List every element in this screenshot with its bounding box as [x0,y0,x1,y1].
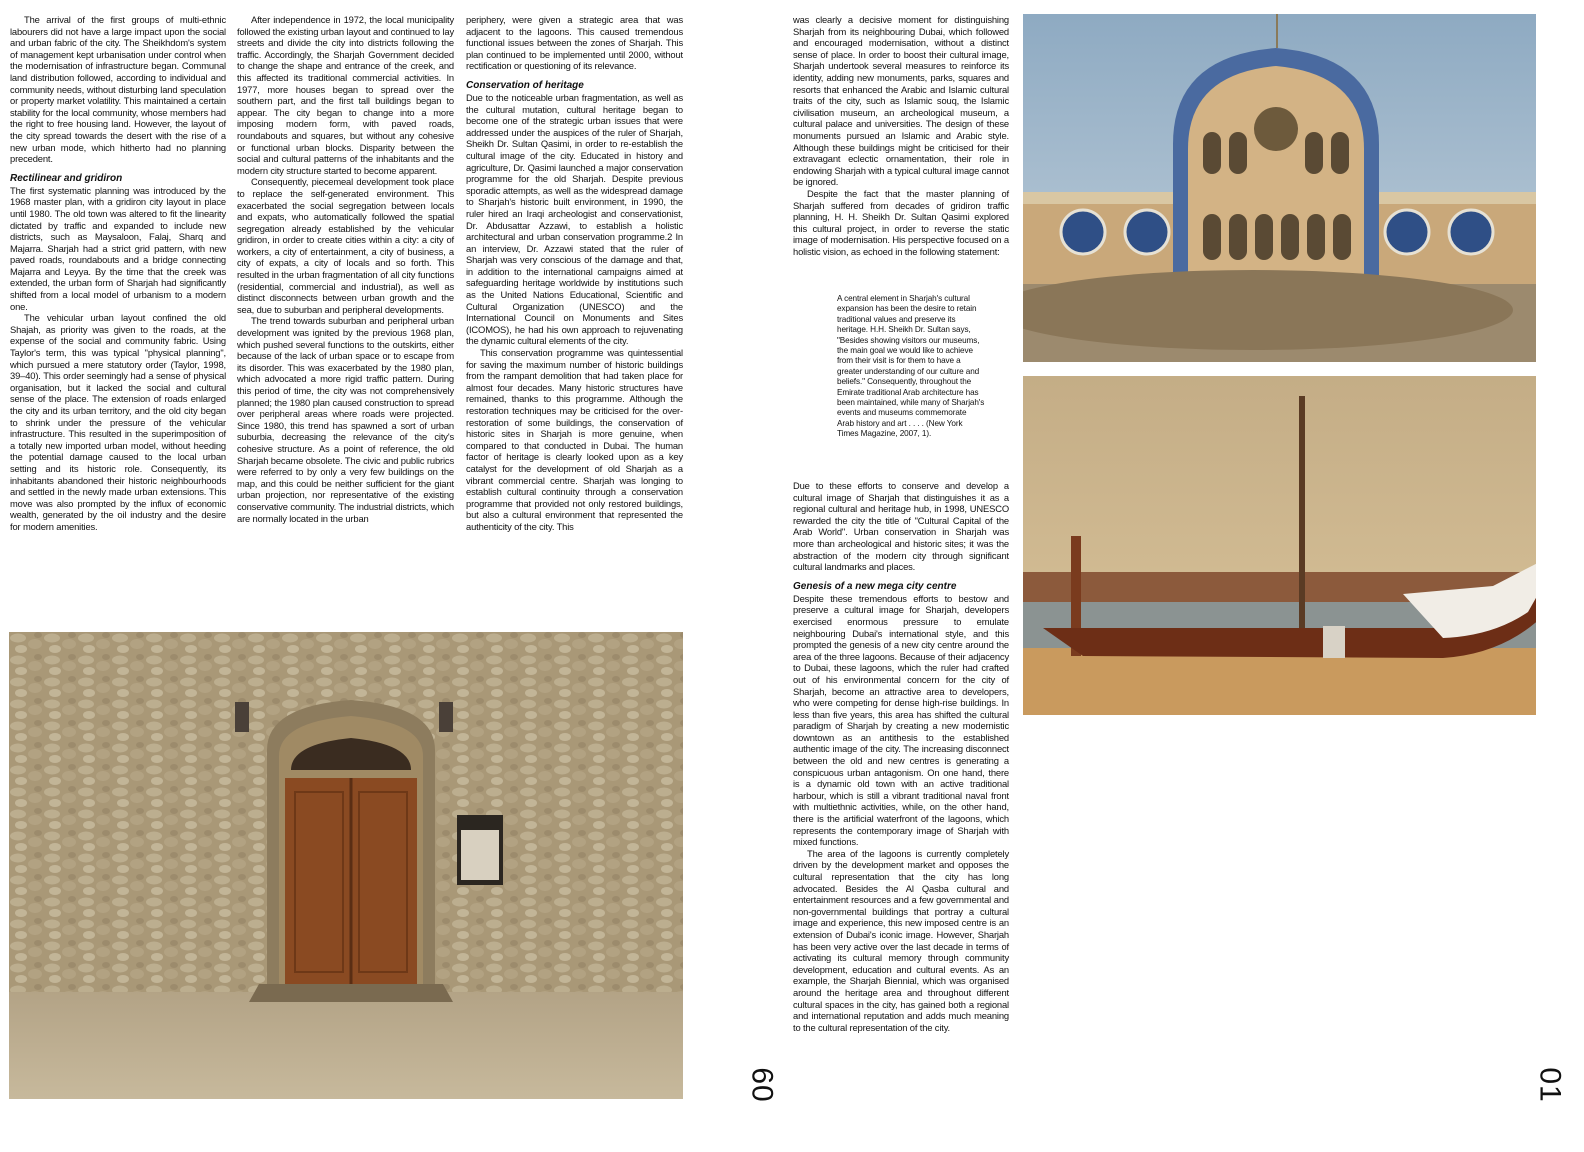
text-column-2 [237,14,454,524]
paragraph: This conservation programme was quintessential for saving the maximum number of historic buildings from the rampant demolition that had taken place for almost four decades. Many historic structures have remained, thanks to this programme. Although the restoration techniques may be criticised for the over-restoration of some buildings, the conservation of historic sites in Sharjah is more genuine, when compared to that conducted in Dubai. The human factor of heritage is clearly looked upon as a key catalyst for the development of old Sharjah as a vibrant commercial centre. Sharjah was longing to establish cultural continuity through a conservation programme that provided not only restored buildings, but also a cultural environment that represented the authenticity of the city. This [466,347,683,532]
paragraph: The area of the lagoons is currently completely driven by the development market and opposes the cultural representation that the city has long advocated. Besides the Al Qasba cultural and entertainment resources and a few governmental and non-governmental buildings that portray a cultural image and experience, this new imposed centre is an extension of Dubai's iconic image. However, Sharjah has been very active over the last decade in terms of activating its cultural memory through community development, education and cultural events. As an example, the Sharjah Biennial, which was organised around the heritage area and throughout different cultural spaces in the city, has gained both a regional and international reputation and adds much meaning to the cultural representation of the city. [793,847,1009,1033]
paragraph: After independence in 1972, the local municipality followed the existing urban layout and continued to lay streets and divide the city into districts following the traffic. Accordingly, the Sharjah Government decided to change the shape and entrance of the creek, and this affected its traditional commercial activities. In 1977, more houses began to spread over the southern part, and the first tall buildings began to appear. The city began to change into a more imposing modern form, with paved roads, roundabouts and squares, but without any cohesive or functional urban blocks. Disparity between the social and cultural patterns of the inhabitants and the modern city structure started to become apparent. [237,14,454,176]
page-number-right: 01 [1533,1067,1567,1103]
paragraph: Despite these tremendous efforts to bestow and preserve a cultural image for Sharjah, developers exercised enormous pressure to emulate neighbouring Dubai's international style, and this prompted the genesis of a new city centre around the area of the three lagoons. Because of their adjacency to Dubai, these lagoons, which the ruler had crafted out of his environmental concern for the city of Sharjah, become an attractive area to developers, who were competing for dense high-rise buildings. In less than five years, this area has shifted the cultural paradigm of Sharjah by creating a new modernistic downtown as an antithesis to the established authentic image of the city. The increasing disconnect between the old and new centres is generating a conspicuous urban antagonism. On one hand, there is a dynamic old town with an active traditional harbour, which is still a vibrant traditional naval front with multiethnic activities, while, on the other hand, there is the artificial waterfront of the lagoons, which represents the contemporary image of Sharjah with mixed functions. [793,592,1009,848]
paragraph: The trend towards suburban and peripheral urban development was ignited by the previous 1968 plan, which pushed several functions to the outskirts, either because of the lack of urban space or to escape from its disorder. This was exacerbated by the 1980 plan, which advocated a more rigid traffic pattern. During this period of time, the city was not comprehensively planned; the 1980 plan caused construction to spread over peripheral areas where roads were projected. Since 1980, this trend has spawned a sort of urban suburbia, decreasing the relevance of the city's cohesive structure. As a point of reference, the old Sharjah became obsolete. The civic and public rubrics were referred to by only a very few buildings on the map, and this could be neither sufficient for the giant urban projection, nor representative of the existing conservative community. The industrial districts, which are normally located in the urban [237,315,454,524]
page-number-left: 60 [745,1067,779,1103]
photo-heritage-door [9,632,683,1099]
text-column-3 [466,14,683,533]
text-column-1 [10,14,226,533]
paragraph: Consequently, piecemeal development took place to replace the self-generated environment. This exacerbated the social segregation between locals and expats, who automatically followed the spatial segregation already established by the vehicular gridiron, in order to create cities within a city: a city of workers, a city of entertainment, a city of business, a city of expats, a city of locals and so forth. This resulted in the urban fragmentation of all city functions (residential, commercial and industrial), as well as distinct disconnects between urban growth and the sea, due to suburban and peripheral developments. [237,176,454,315]
paragraph: Despite the fact that the master planning of Sharjah suffered from decades of gridiron traffic planning, H. H. Sheikh Dr. Sultan Qasimi explored this cultural project, in order to reverse the static image of modernisation. His perspective focused on a holistic vision, as echoed in the following statement: [793,187,1009,257]
section-heading: Conservation of heritage [466,79,584,91]
paragraph: The vehicular urban layout confined the old Shajah, as priority was given to the roads, at the expense of the social and community fabric. Using Taylor's term, this was typical "physical planning", which pursued a mere statutory order (Taylor, 1998, 39–40). This order seemingly had a sense of physical organisation, but it lacked the social and cultural sense of the place. The extension of roads enlarged the city and its urban territory, and the old city began to shrink under the pressure of the vehicular infrastructure. This resulted in the superimposition of a totally new imported urban model, without heeding the potential damage caused to the local urban setting and its historic role. Consequently, its inhabitants abandoned their historic neighbourhoods and settled in the newly made urban extensions. This move was also prompted by the influx of economic wealth, generated by the oil industry and the desire for modern amenities. [10,312,226,532]
section-heading: Genesis of a new mega city centre [793,580,957,592]
photo-dhow-harbour [1023,376,1536,715]
paragraph: The arrival of the first groups of multi-ethnic labourers did not have a large impact upon the social and urban fabric of the city. The Sheikhdom's system of management kept urbanisation under control when the modernisation of infrastructure began. Communal land distribution followed, according to individual and community needs, without disturbing land speculation or property market volatility. This maintained a certain stability for the local community, whose members had the right to free housing land. However, the layout of the city spread towards the desert with the rise of a new urban mode, which hitherto had no planning precedent. [10,14,226,165]
paragraph: was clearly a decisive moment for distinguishing Sharjah from its neighbouring Dubai, which followed and encouraged modernisation, without a distinct sense of place. In order to boost their cultural image, Sharjah undertook several measures to reinforce its identity, adding new monuments, parks, squares and resorts that enhanced the Arabic and Islamic cultural traits of the city, such as Islamic souq, the Islamic civilisation museum, an archeological museum, a cultural palace and universities. The design of these monuments pursued an Islamic and Arabic style. Although these buildings might be criticised for their extravagant eclectic ornamentation, their role in endowing Sharjah with a typical cultural image cannot be ignored. [793,14,1009,188]
text-column-4 [793,14,1009,257]
block-quote: A central element in Sharjah's cultural expansion has been the desire to retain traditional values and preserve its heritage. H.H. Sheikh Dr. Sultan says, "Besides showing visitors our museums, the main goal we would like to achieve from their visit is for them to have a greater understanding of our culture and beliefs." Consequently, throughout the Emirate traditional Arab architecture has been maintained, while many of Sharjah's events and museums commemorate Arab history and art . . . . (New York Times Magazine, 2007, 1). [837,294,985,439]
paragraph: The first systematic planning was introduced by the 1968 master plan, with a gridiron city layout in place until 1980. The old town was altered to fit the linearity dictated by traffic and expanded to include new districts, such as Maysaloon, Falaj, Sharq and Majarra. Sharjah had a strict grid pattern, with new paved roads, roundabouts and a bridge connecting Majarra and Leyya. By the time that the creek was extended, the urban form of Sharjah had significantly shifted from a local model of urbanism to a modern one. [10,184,226,312]
text-column-4-lower [793,480,1009,1033]
paragraph: Due to the noticeable urban fragmentation, as well as the cultural mutation, cultural heritage began to become one of the strategic urban issues that were addressed under the auspices of the ruler of Sharjah, Sheikh Dr. Sultan Qasimi, in order to re-establish the cultural image of the city. Educated in history and agriculture, Dr. Qasimi launched a major conservation programme for the old Sharjah. Despite previous sporadic attempts, as well as the widespread damage to Sharjah's historic built environment, in 1990, the ruler hired an Iraqi archeologist and conservationist, Dr. Abdusattar Azzawi, to establish a holistic architectural and urban conservation programme.2 In an interview, Dr. Azzawi stated that the ruler of Sharjah was very conscious of the damage and that, in addition to the international campaigns aimed at safeguarding heritage worldwide by institutions such as the United Nations Educational, Scientific and Cultural Organization (UNESCO) and the International Council on Monuments and Sites (ICOMOS), he had his own approach to rejuvenating the dynamic cultural elements of the city. [466,91,683,347]
paragraph: periphery, were given a strategic area that was adjacent to the lagoons. This caused tremendous functional issues between the zones of Sharjah. This plan continued to be implemented until 2000, without rectification or questioning of its relevance. [466,14,683,72]
paragraph: Due to these efforts to conserve and develop a cultural image of Sharjah that distinguishes it as a regional cultural and heritage hub, in 1998, UNESCO rewarded the city the title of "Cultural Capital of the Arab World". Urban conservation in Sharjah was more than archeological and historic sites; it was the abstraction of the modern city through significant cultural landmarks and places. [793,480,1009,573]
section-heading: Rectilinear and gridiron [10,172,123,184]
photo-souq-arch [1023,14,1536,362]
